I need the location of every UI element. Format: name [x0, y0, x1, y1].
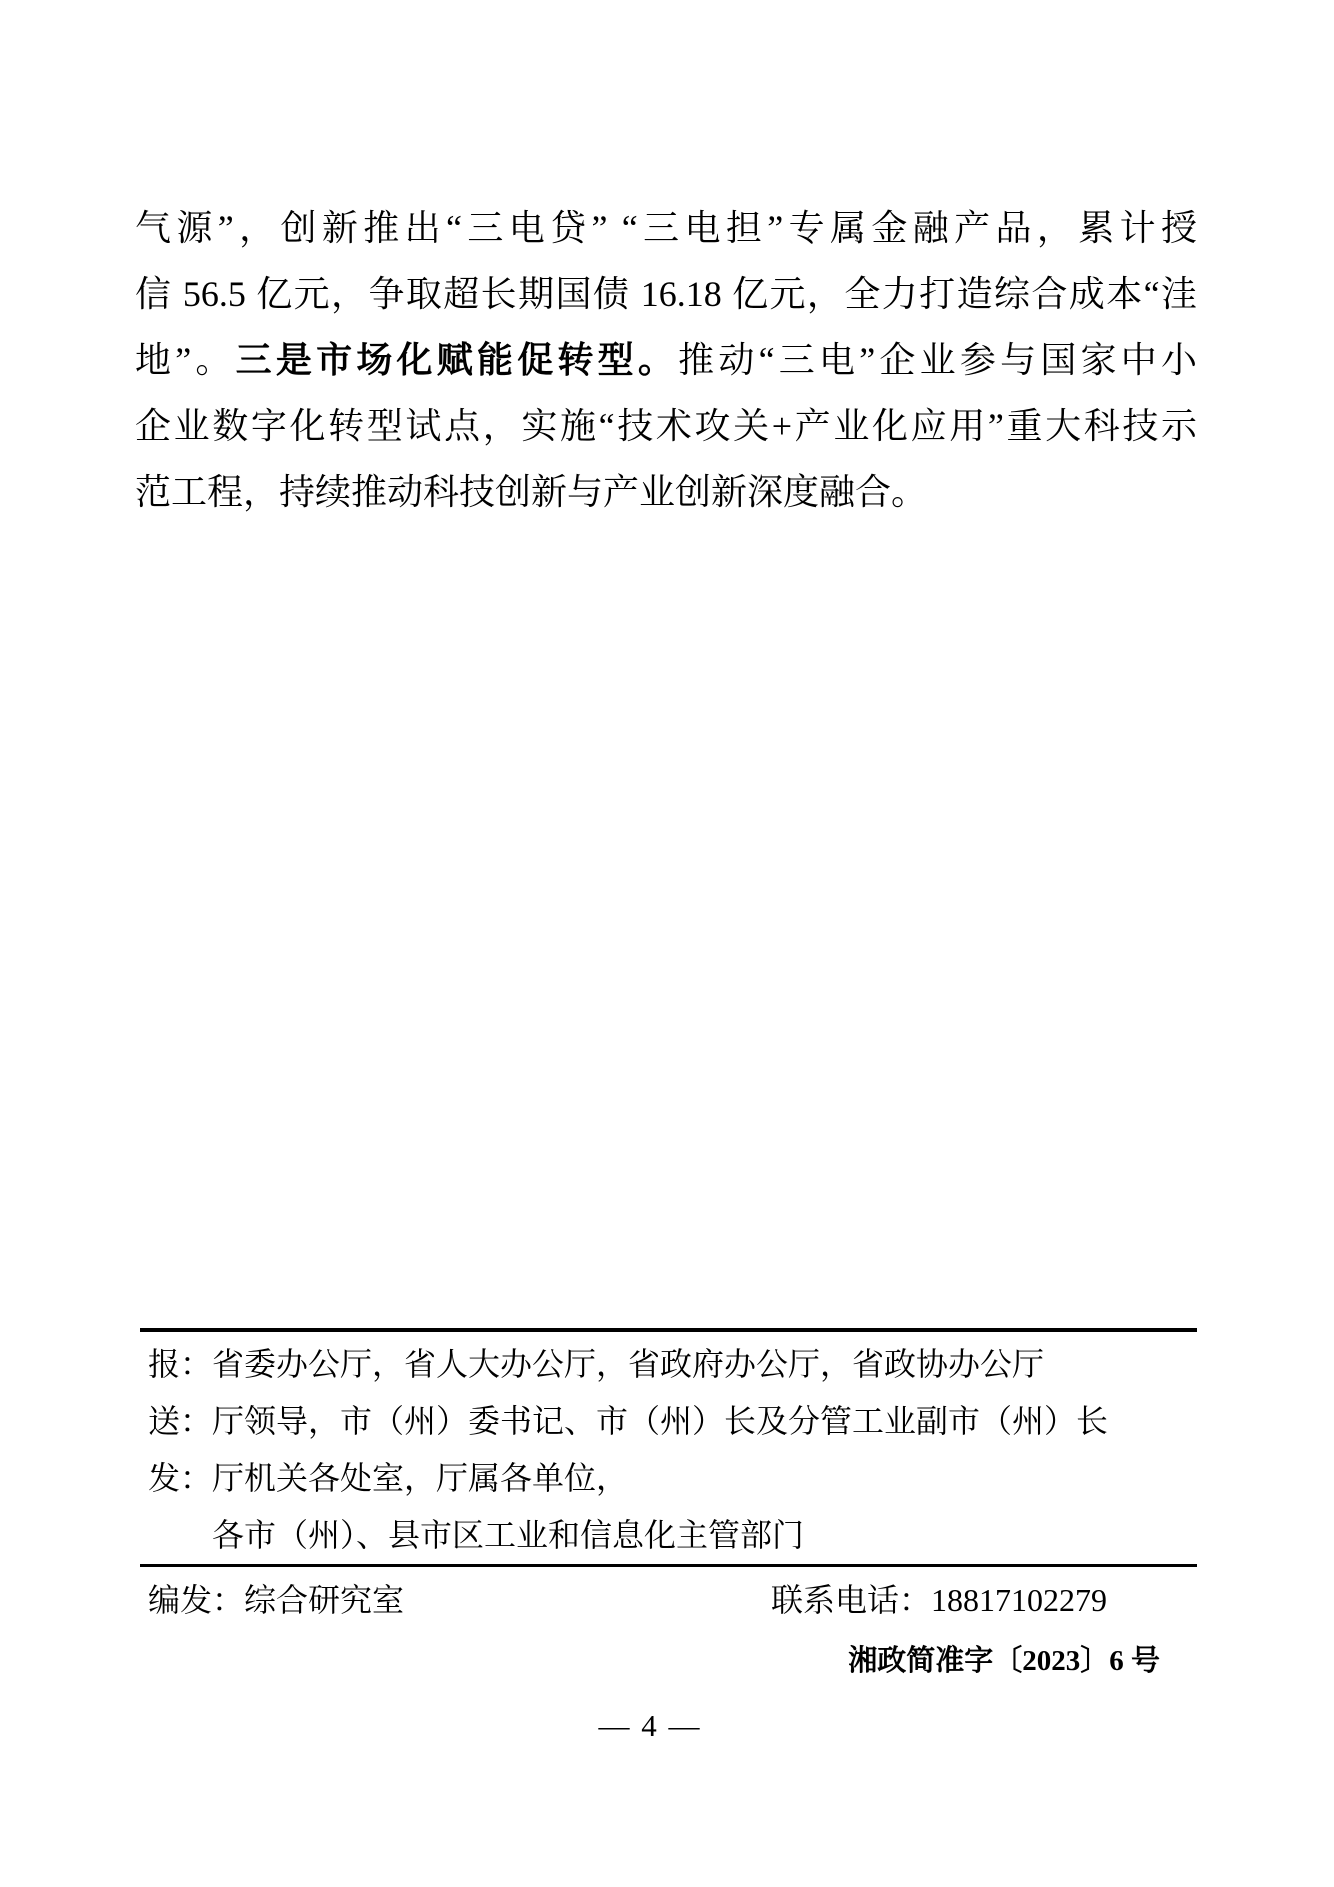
- editor-row: [148, 1578, 1197, 1622]
- send-to-line: 送：厅领导，市（州）委书记、市（州）长及分管工业副市（州）长: [148, 1403, 1109, 1439]
- body-line: [135, 195, 1197, 261]
- body-text-run: 信 56.5 亿元，争取超长期国债 16.18 亿元，全力打造综合成本“洼: [135, 274, 1197, 314]
- doc-number: 湘政简准字〔2023〕6 号: [848, 1645, 1160, 1677]
- body-line: [135, 393, 1197, 459]
- distribute-to-line-2: 各市（州）、县市区工业和信息化主管部门: [212, 1517, 805, 1553]
- distribution-list: [148, 1336, 1197, 1564]
- body-text-run: 企业数字化转型试点，实施“技术攻关+产业化应用”重大科技示: [135, 406, 1197, 446]
- body-text-run: 推动“三电”企业参与国家中小: [678, 340, 1197, 380]
- body-text-run: 地”。: [135, 340, 236, 380]
- body-line: [135, 327, 1197, 393]
- page-number: — 4 —: [598, 1708, 702, 1743]
- body-text-run: 范工程，持续推动科技创新与产业创新深度融合。: [135, 472, 928, 512]
- footer-divider-bottom: [140, 1564, 1197, 1567]
- body-line: [135, 459, 1197, 525]
- body-paragraph: [135, 195, 1197, 525]
- distribute-to-line: 发：厅机关各处室，厅属各单位，: [148, 1460, 629, 1496]
- contact-phone: 联系电话：18817102279: [770, 1582, 1107, 1618]
- body-line: [135, 261, 1197, 327]
- editor-label: 编发：综合研究室: [148, 1582, 405, 1618]
- report-to-line: 报：省委办公厅，省人大办公厅，省政府办公厅，省政协办公厅: [148, 1346, 1045, 1382]
- body-text-bold-run: 三是市场化赋能促转型。: [235, 340, 679, 380]
- footer-divider-top: [140, 1328, 1197, 1332]
- body-text-run: 气源”，创新推出“三电贷” “三电担”专属金融产品，累计授: [135, 208, 1197, 248]
